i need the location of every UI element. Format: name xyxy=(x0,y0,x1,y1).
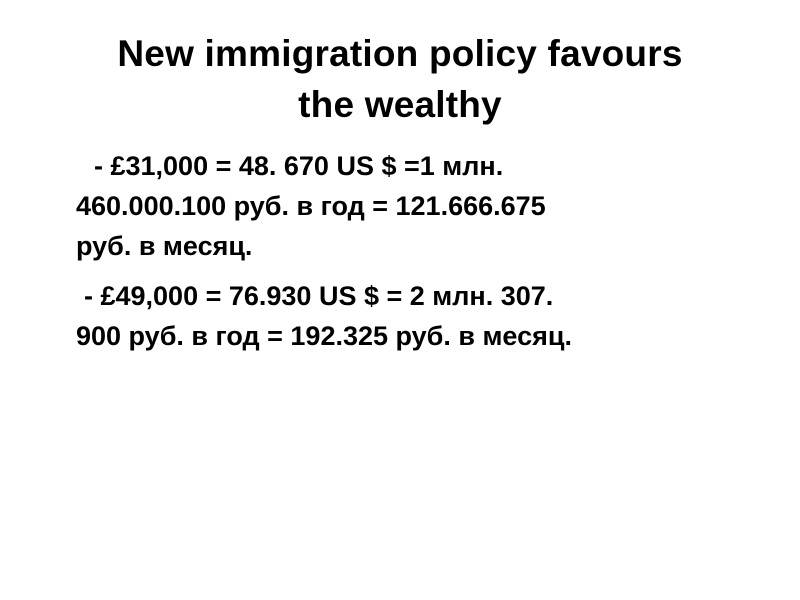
bullet-line: 460.000.100 руб. в год = 121.666.675 xyxy=(76,191,546,221)
bullet-paragraph-2 xyxy=(76,276,756,356)
bullet-line: руб. в месяц. xyxy=(76,231,253,261)
bullet-line: 900 руб. в год = 192.325 руб. в месяц. xyxy=(76,321,572,351)
bullet-line: - £49,000 = 76.930 US $ = 2 млн. 307. xyxy=(84,281,554,311)
bullet-line: - £31,000 = 48. 670 US $ =1 млн. xyxy=(94,151,504,181)
bullet-paragraph-1 xyxy=(76,146,756,266)
slide-body xyxy=(76,146,756,366)
slide-title-line: the wealthy xyxy=(298,84,502,125)
slide-title xyxy=(40,28,760,130)
slide-title-line: New immigration policy favours xyxy=(117,33,683,74)
